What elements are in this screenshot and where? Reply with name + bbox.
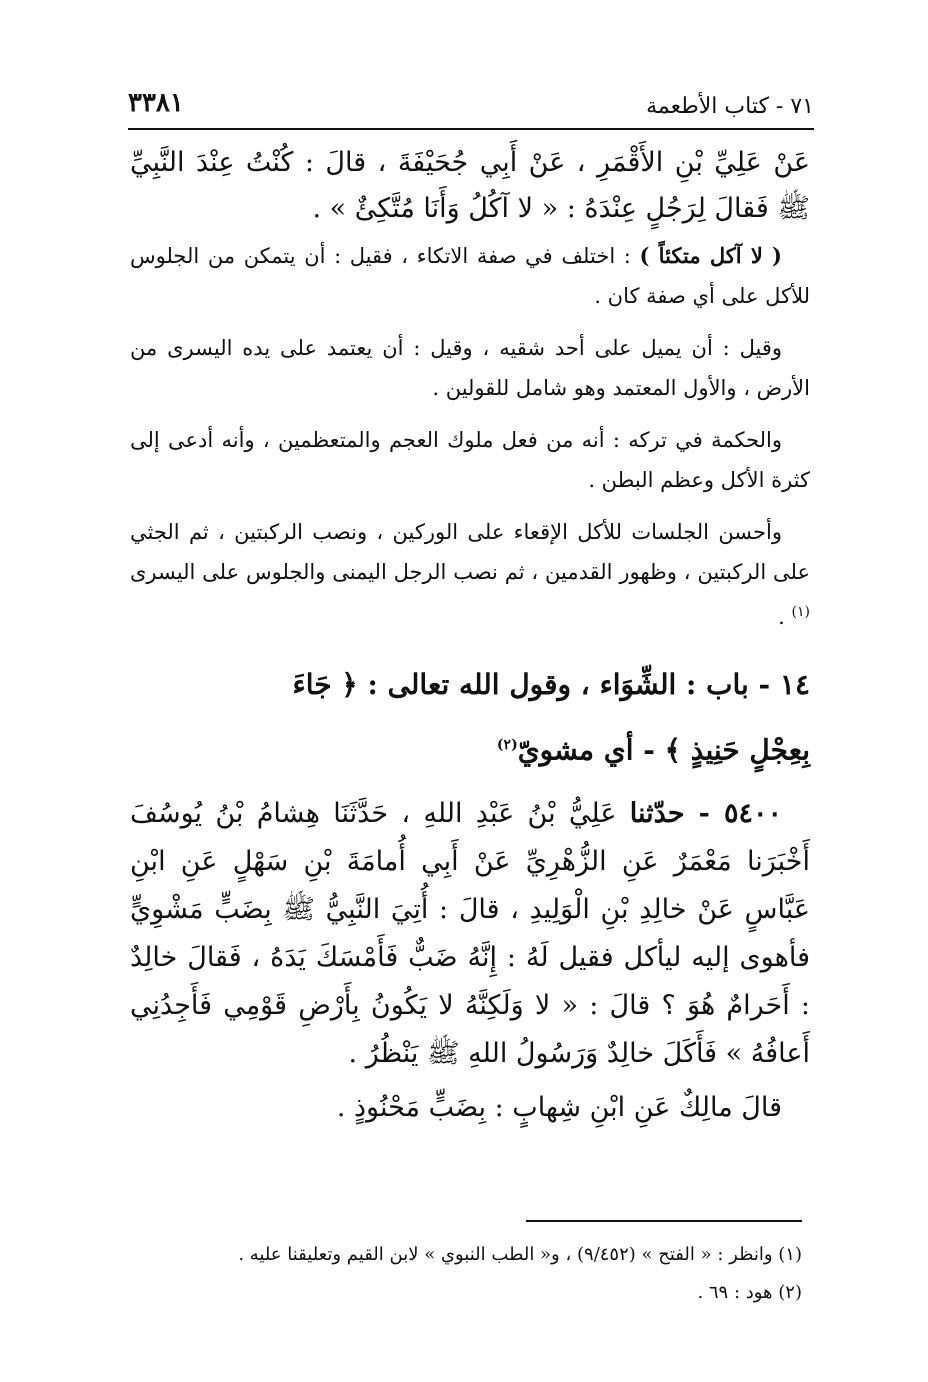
commentary-paragraph-3 bbox=[130, 420, 810, 500]
footnote-divider bbox=[526, 1220, 802, 1222]
commentary-paragraph-1 bbox=[130, 236, 810, 316]
page-body bbox=[130, 140, 810, 1132]
commentary-text: والحكمة في تركه : أنه من فعل ملوك العجم والمتعظمين ، وأنه أدعى إلى كثرة الأكل وعظم البطن . bbox=[130, 428, 810, 492]
commentary-text: وقيل : أن يميل على أحد شقيه ، وقيل : أن يعتمد على يده اليسرى من الأرض ، والأول المعتمد وهو شامل للقولين . bbox=[130, 336, 810, 400]
hadith-number: ٥٤٠٠ - حدّثنا bbox=[629, 798, 782, 830]
page-number: ٣٣٨١ bbox=[128, 88, 184, 118]
commentary-paragraph-2 bbox=[130, 328, 810, 408]
header-divider bbox=[128, 128, 814, 130]
footnote-2: (٢) هود : ٦٩ . bbox=[697, 1282, 802, 1303]
section-heading-line-2-wrap bbox=[130, 715, 810, 780]
footnotes bbox=[140, 1236, 802, 1312]
commentary-text: : اختلف في صفة الاتكاء ، فقيل : أن يتمكن من الجلوس للأكل على أي صفة كان . bbox=[130, 244, 810, 308]
top-hadith-text: عَنْ عَلِيِّ بْنِ الأَقْمَرِ ، عَنْ أَبِي جُحَيْفَةَ ، قالَ : كُنْتُ عِنْدَ النَّبِيِّ ﷺ فَقالَ لِرَجُلٍ عِنْدَهُ : « لا آكُلُ وَأَنَا مُتَّكِئٌ » . bbox=[130, 147, 810, 224]
section-heading-line-2: بِعِجْلٍ حَنِيذٍ ﴾ - أي مشويّ bbox=[517, 733, 810, 767]
footnote-ref-1: (١) bbox=[791, 604, 810, 620]
commentary-term: ( لا آكل متكئاً ) bbox=[639, 243, 782, 268]
malik-note: قالَ مالِكٌ عَنِ ابْنِ شِهابٍ : بِضَبٍّ مَحْنُوذٍ . bbox=[336, 1092, 782, 1124]
page-header bbox=[128, 88, 814, 128]
section-heading-line-1: ١٤ - باب : الشِّوَاء ، وقول الله تعالى : ﴿ جَاءَ bbox=[292, 668, 810, 701]
hadith-text: عَلِيُّ بْنُ عَبْدِ اللهِ ، حَدَّثَنَا هِشامُ بْنُ يُوسُفَ أَخْبَرَنا مَعْمَرٌ عَنِ الزُّهْرِيِّ عَنْ أَبِي أُمامَةَ بْنِ سَهْلٍ عَنِ ابْنِ عَبَّاسٍ عَنْ خالِدِ بْنِ الْوَلِيدِ ، قالَ : أُتِيَ النَّبِيُّ ﷺ بِضَبٍّ مَشْوِيٍّ فأهوى إليه ليأكل فقيل لَهُ : إِنَّهُ ضَبٌّ فَأَمْسَكَ يَدَهُ ، فَقالَ خالِدٌ : أَحَرامٌ هُوَ ؟ قالَ : « لا وَلَكِنَّهُ لا يَكُونُ بِأَرْضِ قَوْمِي فَأَجِدُنِي أَعافُهُ » فَأَكَلَ خالِدٌ وَرَسُولُ اللهِ ﷺ يَنْظُرُ . bbox=[130, 798, 810, 1070]
section-heading bbox=[130, 655, 810, 780]
commentary-text: وأحسن الجلسات للأكل الإقعاء على الوركين ، ونصب الركبتين ، ثم الجثي على الركبتين ، وظهور القدمين ، ثم نصب الرجل اليمنى والجلوس على اليسرى bbox=[130, 520, 810, 584]
chapter-title: ٧١ - كتاب الأطعمة bbox=[646, 94, 814, 119]
commentary-paragraph-4 bbox=[130, 512, 810, 637]
footnote-1: (١) وانظر : « الفتح » (٩/٤٥٢) ، و« الطب النبوي » لابن القيم وتعليقنا عليه . bbox=[238, 1244, 802, 1265]
footnote-ref-2: (٢) bbox=[496, 737, 518, 753]
commentary-end: . bbox=[778, 605, 792, 629]
hadith-5400 bbox=[130, 790, 810, 1078]
